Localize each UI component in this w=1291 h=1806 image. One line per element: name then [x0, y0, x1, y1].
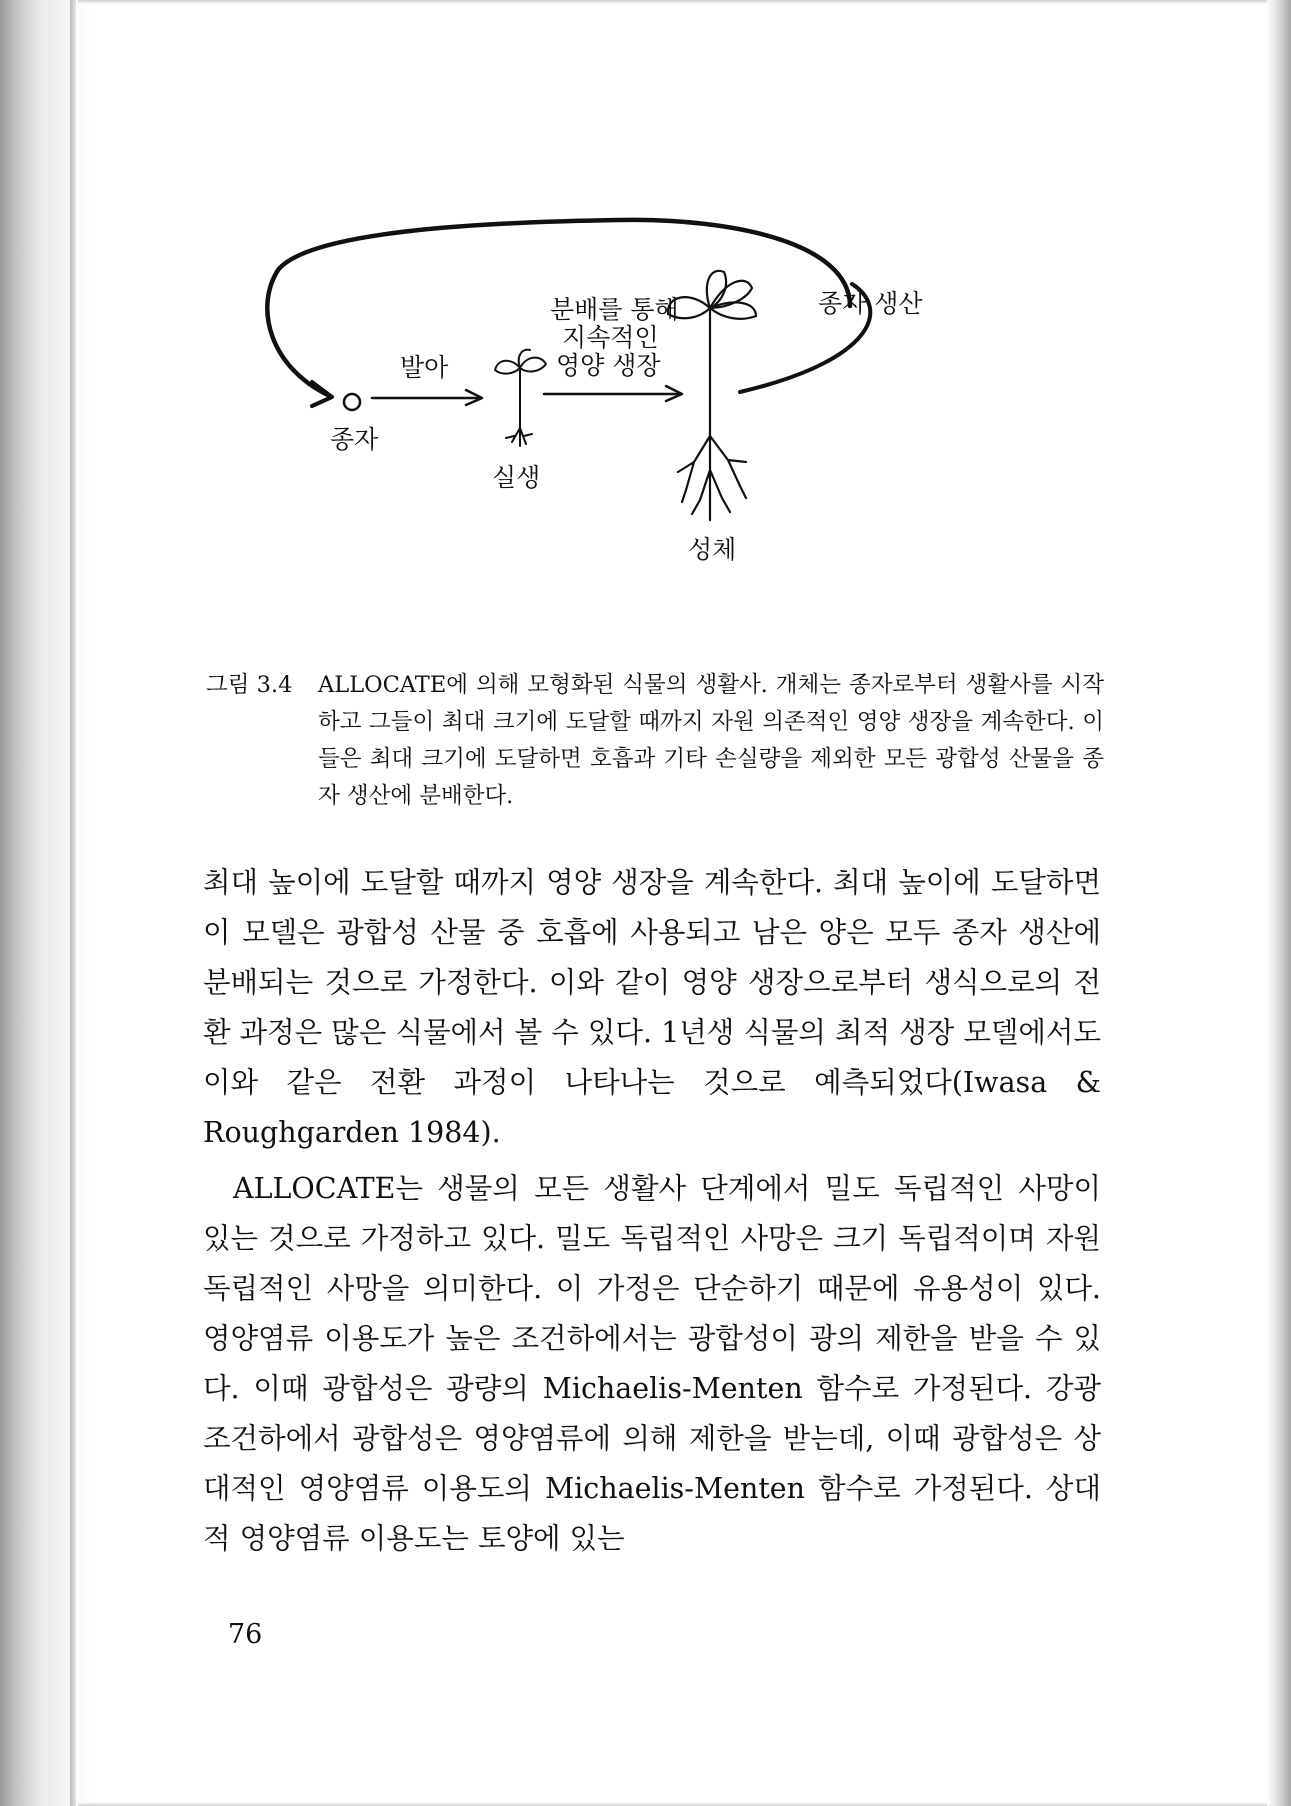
page-edge-shadow: [1267, 0, 1291, 1806]
label-allocation-line1: 분배를 통해: [550, 295, 679, 324]
seed-icon: [344, 394, 360, 410]
label-allocation-line3: 영양 생장: [556, 351, 661, 380]
life-cycle-figure: [290, 200, 1110, 660]
body-paragraph: ALLOCATE는 생물의 모든 생활사 단계에서 밀도 독립적인 사망이 있는 것으로 가정하고 있다. 밀도 독립적인 사망은 크기 독립적이며 자원 독립적인 사망을 의미한다. 이 가정은 단순하기 때문에 유용성이 있다. 영양염류 이용도가 높은 조건하에서는 광합성이 광의 제한을 받을 수 있다. 이때 광합성은 광량의 Michaelis-Menten 함수로 가정된다. 강광 조건하에서 광합성은 영양염류에 의해 제한을 받는데, 이때 광합성은 상대적인 영양염류 이용도의 Michaelis-Menten 함수로 가정된다. 상대적 영양염류 이용도는 토양에 있는: [203, 1172, 1101, 1555]
life-cycle-diagram: [290, 200, 1110, 660]
label-seedling: 실생: [492, 463, 541, 492]
figure-caption-text: ALLOCATE에 의해 모형화된 식물의 생활사. 개체는 종자로부터 생활사를 시작하고 그들이 최대 크기에 도달할 때까지 자원 의존적인 영양 생장을 계속한다. 이들은 최대 크기에 도달하면 호흡과 기타 손실량을 제외한 모든 광합성 산물을 종자 생산에 분배한다.: [318, 672, 1104, 809]
label-seed-production: 종자 생산: [818, 289, 923, 318]
page-binding-shadow: [0, 0, 92, 1806]
page-bottom-edge: [78, 1802, 1267, 1806]
body-text: [203, 858, 1101, 1564]
page-number: 76: [228, 1619, 263, 1650]
page-top-edge: [78, 0, 1267, 4]
figure-number: 그림 3.4: [206, 672, 293, 698]
label-germination: 발아: [400, 353, 449, 382]
seedling-icon: [495, 350, 546, 446]
body-paragraph: 최대 높이에 도달할 때까지 영양 생장을 계속한다. 최대 높이에 도달하면 이 모델은 광합성 산물 중 호흡에 사용되고 남은 양은 모두 종자 생산에 분배되는 것으로 가정한다. 이와 같이 영양 생장으로부터 생식으로의 전환 과정은 많은 식물에서 볼 수 있다. 1년생 식물의 최적 생장 모델에서도 이와 같은 전환 과정이 나타나는 것으로 예측되었다(Iwasa & Roughgarden 1984).: [203, 866, 1101, 1149]
label-adult: 성체: [688, 535, 737, 564]
label-seed: 종자: [330, 425, 379, 454]
label-allocation-line2: 지속적인: [562, 323, 659, 352]
